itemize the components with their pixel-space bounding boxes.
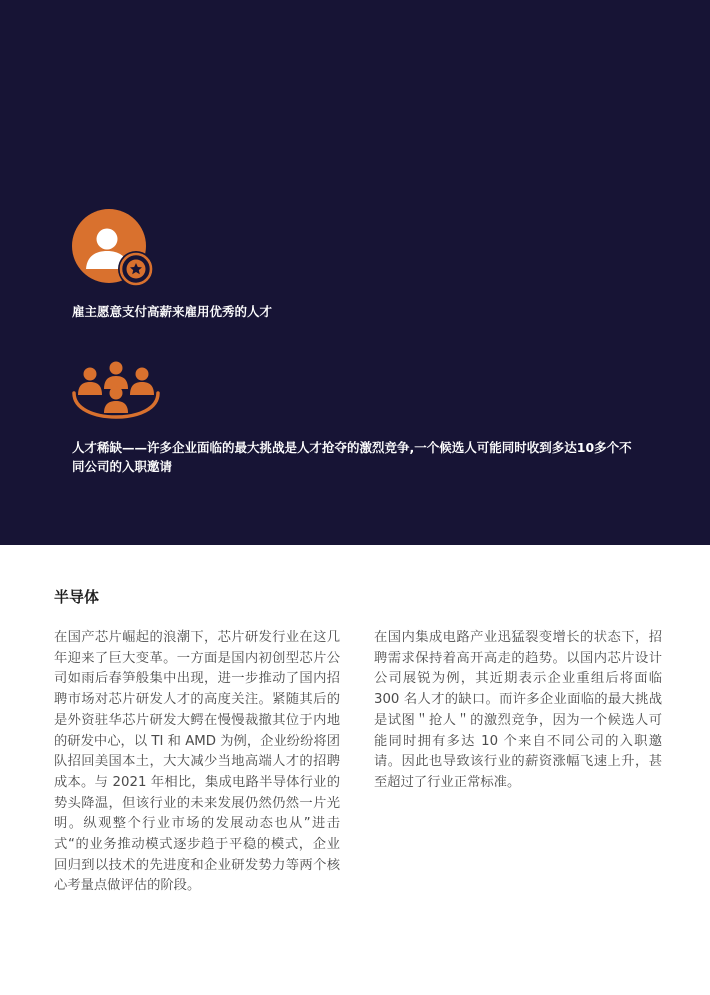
left-paragraph: 在国产芯片崛起的浪潮下，芯片研发行业在这几年迎来了巨大变革。一方面是国内初创型芯片公司如雨后春笋般集中出现，进一步推动了国内招聘市场对芯片研发人才的高度关注。紧随其后的是外资驻华芯片研发大鳄在慢慢裁撤其位于内地的研发中心，以 TI 和 AMD 为例，企业纷纷将团队招回美国本土，大大减少当地高端人才的招聘成本。与 2021 年相比，集成电路半导体行业的势头降温，但该行业的未来发展仍然仍然一片光明。纵观整个行业市场的发展动态也从”进击式“的业务推动模式逐步趋于平稳的模式，企业回归到以技术的先进度和企业研发势力等两个核心考量点做评估的阶段。	[54, 630, 340, 894]
team-circle-icon	[70, 359, 162, 419]
section-title: 半导体	[54, 588, 100, 606]
right-paragraph: 在国内集成电路产业迅猛裂变增长的状态下，招聘需求保持着高开高走的趋势。以国内芯片设计公司展锐为例，其近期表示企业重组后将面临 300 名人才的缺口。而许多企业面临的最大挑战是试图＂抢人＂的激烈竞争，因为一个候选人可能同时拥有多达 10 个来自不同公司的入职邀请。因此也导致该行业的薪资涨幅飞速上升，甚至超过了行业正常标准。	[374, 630, 662, 790]
feature-text-talent-scarcity: 人才稀缺——许多企业面临的最大挑战是人才抢夺的激烈竞争,一个候选人可能同时收到多达10多个不同公司的入职邀请	[72, 440, 632, 474]
person-award-icon	[70, 207, 158, 293]
feature-text-high-salary: 雇主愿意支付高薪来雇用优秀的人才	[72, 304, 273, 319]
